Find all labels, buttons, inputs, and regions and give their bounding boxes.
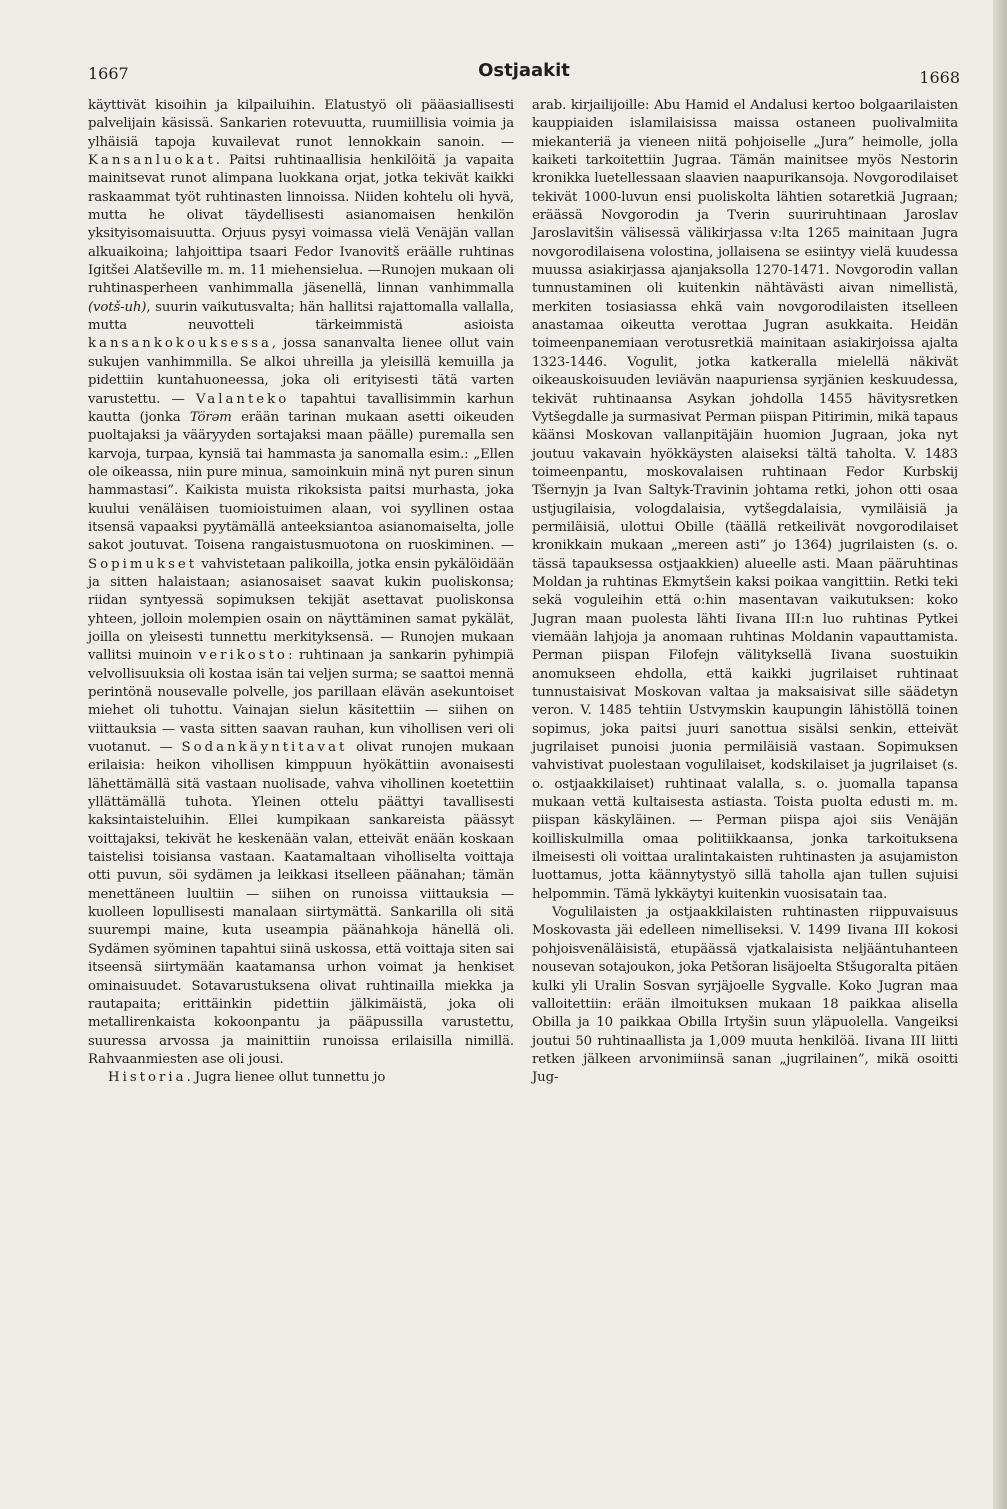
text-run: olivat runojen mukaan erilaisia: heikon vihollisen kimppuun hyökättiin avonaisesti lähettämällä sitä vastaan nuolisade, vahva vihollinen koetettiin yllättämällä tuhota. Yleinen ottelu päättyi tavallisesti kaksintaisteluihin. Ellei kumpikaan sankareista päässyt voittajaksi, tekivät he keskenään valan, etteivät enään koskaan taistelisi toisiansa vastaan. Kaatamaltaan viholliselta voittaja otti puvun, söi sydämen ja leikkasi itselleen päänahan; tämän menettäneen luultiin — siihen on runoissa viittauksia — kuolleen lopullisesti manalaan siirtymättä. Sankarilla oli sitä suurempi maine, kuta useampia päänahkoja hänellä oli. Sydämen syöminen tapahtui siinä uskossa, että voittaja siten sai itseensä siirtymään kaatamansa urhon voimat ja henkiset ominaisuudet. Sotavarustuksena olivat ruhtinailla miekka ja rautapaita; erittäinkin pidettiin jälkimäistä, joka oli metallirenkaista kokoonpantu ja pääpussilla varustettu, suuressa arvossa ja mainittiin runoissa erilaisilla nimillä. Rahvaanmiesten ase oli jousi. bbox=[88, 740, 514, 1067]
spaced-term-sopimukset: Sopimukset bbox=[88, 556, 198, 572]
text-run: , suurin vaikutusvalta; hän hallitsi rajattomalla vallalla, mutta neuvotteli tärkeimmistä asioista bbox=[88, 299, 514, 334]
italic-term-torem: Törəm bbox=[189, 409, 232, 425]
text-run: : ruhtinaan ja sankarin pyhimpiä velvollisuuksia oli kostaa isän tai veljen surma; se saattoi mennä perintönä nousevalle polvelle, jos parillaan elävän asekuntoiset miehet oli tuhottu. Vainajan sielun käsitettiin — siihen on viittauksia — vasta sitten saavan rauhan, kun vihollisen veri oli vuotanut. — bbox=[88, 648, 514, 756]
paragraph bbox=[88, 1069, 514, 1087]
text-run: erään tarinan mukaan asetti oikeuden puoltajaksi ja vääryyden sortajaksi maan päälle) puremalla sen karvoja, turpaa, kynsiä tai hammasta ja sanomalla esim.: „Ellen ole oikeassa, niin pure minua, samoinkuin minä nyt puren sinun hammastasi”. Kaikista muista rikoksista paitsi murhasta, joka kuului venäläisen tuomioistuimen alaan, voi syyllinen ostaa itsensä vapaaksi pyytämällä anteeksiantoa asianomaiselta, jolle sakot joutuvat. Toisena rangaistusmuotona on ruoskiminen. — bbox=[88, 409, 514, 554]
paragraph: Vogulilaisten ja ostjaakkilaisten ruhtinasten riippuvaisuus Moskovasta jäi edelleen nimelliseksi. V. 1499 Iivana III kokosi pohjoisvenäläisistä, etupäässä vjatkalaisista neljääntuhanteen nousevan sotajoukon, joka Petšoran lisäjoelta Stšugoralta pitäen kulki yli Uralin Sosvan syrjäjoelle Sygvalle. Koko Jugran maa valloitettiin: erään ilmoituksen mukaan 18 paikkaa alisella Obilla ja 10 paikkaa Obilla Irtyšin suun yläpuolella. Vangeiksi joutui 50 ruhtinaallista ja 1,009 muuta henkilöä. Iivana III liitti retken jälkeen arvonimiinsä sanan „jugrilainen”, mikä osoitti Jug- bbox=[532, 905, 958, 1086]
text-run: , jossa sananvalta lienee ollut vain sukujen vanhimmilla. Se alkoi uhreilla ja yleisillä kemuilla ja pidettiin kuntahuoneessa, joka oli erityisesti tätä varten varustettu. — bbox=[88, 336, 514, 407]
spaced-term-historia: Historia bbox=[108, 1070, 187, 1086]
spaced-term-kansanluokat: Kansanluokat bbox=[88, 153, 216, 169]
page-number-right: 1668 bbox=[919, 68, 960, 87]
spaced-term-verikosto: verikosto bbox=[198, 648, 288, 664]
text-run: käyttivät kisoihin ja kilpailuihin. Elatustyö oli pääasiallisesti palvelijain käsissä. Sankarien rotevuutta, ruumiillisia voimia ja ylhäisiä tapoja kuvailevat runot lennokkain sanoin. — bbox=[88, 98, 514, 150]
paragraph: arab. kirjailijoille: Abu Hamid el Andalusi kertoo bolgaarilaisten kauppiaiden islamilaisissa maissa ostaneen puolivalmiita miekanteriä ja vieneen niitä pohjoiselle „Jura” heimolle, jolla kaiketi tarkoitettiin Jugraa. Tämän mainitsee myös Nestorin kronikka luetellessaan slaavien naapurikansoja. Novgorodilaiset tekivät 1000-luvun ensi puoliskolta lähtien sotaretkiä Jugraan; eräässä Novgorodin ja Tverin suuriruhtinaan Jaroslav Jaroslavitšin välisessä välikirjassa v:lta 1265 mainitaan Jugra novgorodilaisena volostina, jollaisena se esiintyy vielä kuudessa muussa asiakirjassa ajanjaksolla 1270-1471. Novgorodin vallan tunnustaminen oli kuitenkin nähtävästi aivan nimellistä, merkiten tosiasiassa ehkä vain novgorodilaisten itselleen anastamaa oikeutta verottaa Jugran asukkaita. Heidän toimeenpanemiaan verotusretkiä mainitaan asiakirjoissa ajalta 1323-1446. Vogulit, jotka katkeralla mielellä näkivät oikeauskoisuuden leviävän naapuriensa syrjänien keskuudessa, tekivät ruhtinaansa Asykan johdolla 1455 hävitysretken Vytšegdalle ja surmasivat Perman piispan Pitirimin, mikä tapaus käänsi Moskovan vallanpitäjäin huomion Jugraan, joka nyt joutuu vakavain hyökkäysten alaiseksi tältä taholta. V. 1483 toimeenpantu, moskovalaisen ruhtinaan Fedor Kurbskij Tšernyjn ja Ivan Saltyk-Travinin johtama retki, johon otti osaa ustjugilaisia, vologdalaisia, vytšegdalaisia, vymiläisiä ja permiläisiä, ulottui Obille (täällä retkeilivät novgorodilaiset kronikkain mukaan „mereen asti” jo 1364) jugrilaisten (s. o. tässä tapauksessa ostjaakkien) alueelle asti. Maan pääruhtinas Moldan ja ruhtinas Ekmytšein kaksi poikaa vangittiin. Retki teki sekä voguleihin että o:hin masentavan vaikutuksen: koko Jugran maan puolesta lähti Iivana III:n luo ruhtinas Pytkei viemään lahjoja ja anomaan ruhtinas Moldanin vapauttamista. Perman piispan Filofejn välityksellä Iivana suostuikin anomukseen ehdolla, että kaikki jugrilaiset ruhtinaat tunnustaisivat Moskovan valtaa ja maksaisivat sille säädetyn veron. V. 1485 tehtiin Ustvymskin kaupungin lähistöllä toinen sopimus, joka paitsi juuri sanottua sisälsi senkin, etteivät jugrilaiset punoisi juonia permiläisiä vastaan. Sopimuksen vahvistivat puolestaan vogulilaiset, kodskilaiset ja jugrilaiset (s. o. ostjaakkilaiset) ruhtinaat valalla, s. o. juomalla tapansa mukaan vettä kultaisesta astiasta. Toista puolta edusti m. m. piispan käskyläinen. — Perman piispa ajoi siis Venäjän koilliskulmilla omaa politiikkaansa, jonka tarkoituksena ilmeisesti oli voittaa uralintakaisten ruhtinasten ja asujamiston luottamus, jotta käännytystyö sillä taholla ajan tullen sujuisi helpommin. Tämä lykkäytyi kuitenkin vuosisatain taa. bbox=[532, 98, 958, 902]
page-edge-shadow bbox=[993, 0, 1007, 1509]
text-run: . Jugra lienee ollut tunnettu jo bbox=[186, 1070, 386, 1086]
italic-term-votsh-uh: (votš-uh) bbox=[88, 299, 147, 315]
spaced-term-kansankokouksessa: kansankokouksessa bbox=[88, 336, 272, 352]
spaced-term-sodankayntitavat: Sodankäyntitavat bbox=[181, 740, 348, 756]
paragraph bbox=[88, 97, 514, 1069]
text-run: tapahtui tavallisimmin karhun kautta (jonka bbox=[88, 391, 514, 425]
text-run: vahvistetaan palikoilla, jotka ensin pykälöidään ja sitten halaistaan; asianosaiset saavat kukin puoliskonsa; riidan syntyessä sopimuksen tekijät asettavat puoliskonsa yhteen, jolloin molempien osain on näyttäminen samat pykälät, joilla on yleisesti tunnettu merkityksensä. — Runojen mukaan vallitsi muinoin bbox=[88, 556, 514, 664]
spaced-term-valanteko: Valanteko bbox=[195, 391, 290, 407]
running-title: Ostjaakit bbox=[478, 60, 570, 81]
text-run: . Paitsi ruhtinaallisia henkilöitä ja vapaita mainitsevat runot alimpana luokkana orjat, jotka tekivät kaikki raskaammat työt ruhtinasten linnoissa. Niiden kohtelu oli hyvä, mutta he olivat täydellisesti asianomaisen henkilön yksityisomaisuutta. Orjuus pysyi voimassa vielä Venäjän vallan alkuaikoina; lahjoittipa tsaari Fedor Ivanovitš eräälle ruhtinas Igitšei Alatševille m. m. 11 miehensielua. —Runojen mukaan oli ruhtinasperheen vanhimmalla jäsenellä, linnan vanhimmalla bbox=[88, 153, 514, 297]
left-column bbox=[88, 97, 514, 1088]
right-column bbox=[532, 97, 958, 1088]
page-header bbox=[88, 60, 960, 88]
page-number-left: 1667 bbox=[88, 64, 129, 83]
